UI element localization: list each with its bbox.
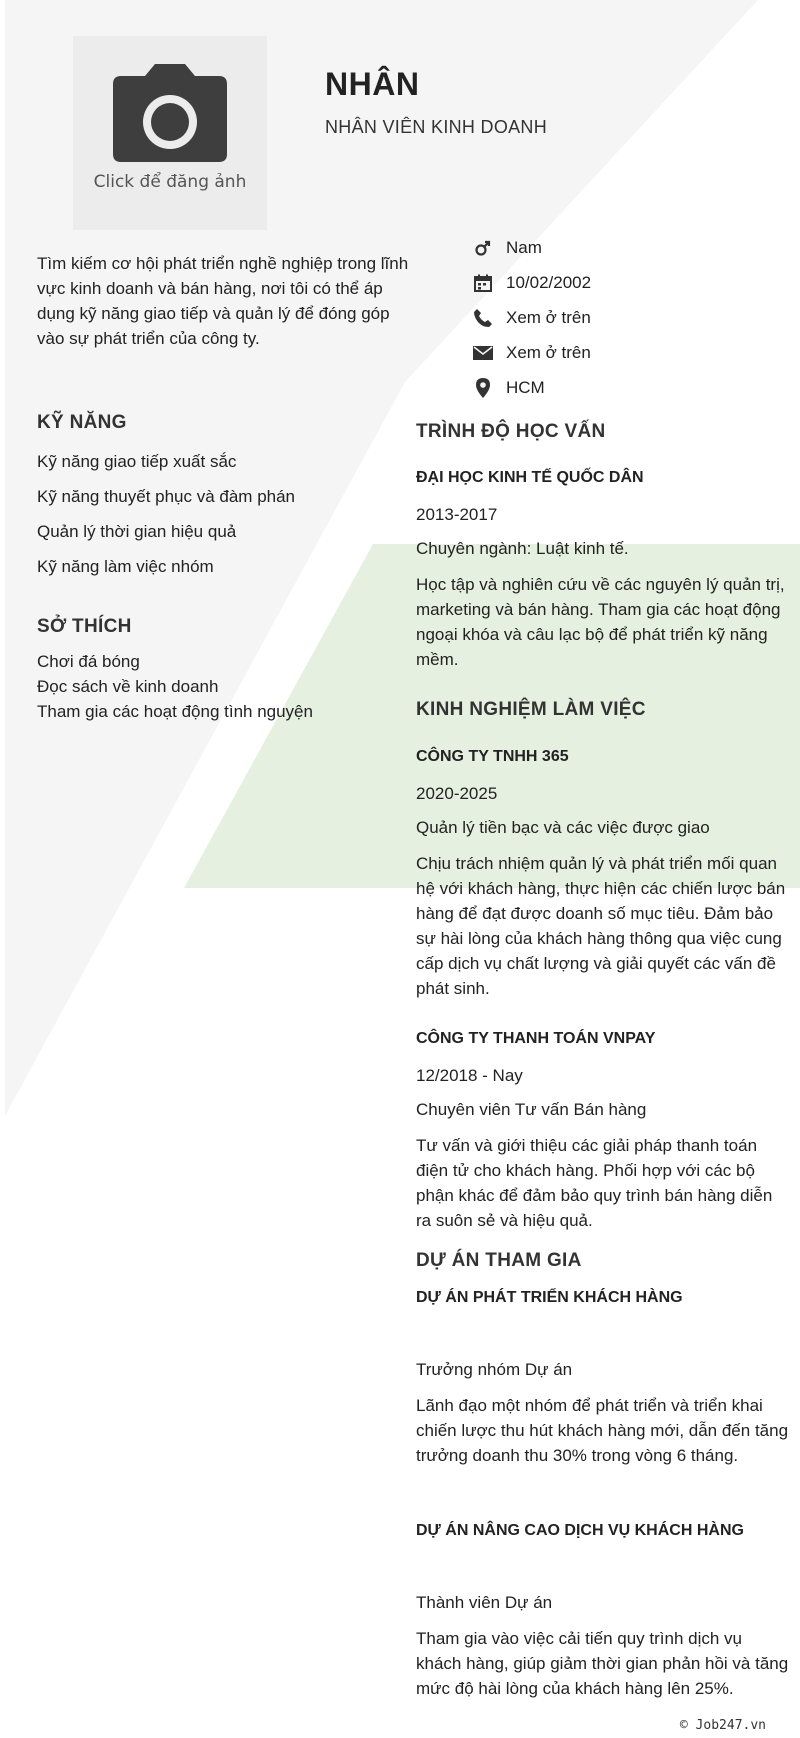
skills-list (37, 451, 295, 591)
job-description: Tư vấn và giới thiệu các giải pháp thanh toán điện tử cho khách hàng. Phối hợp với các bộ phận khác để đảm bảo quy trình bán hàng diễn ra suôn sẻ và hiệu quả. (416, 1136, 773, 1230)
job-description: Chịu trách nhiệm quản lý và phát triển mối quan hệ với khách hàng, thực hiện các chiến lược bán hàng để đạt được doanh số mục tiêu. Đảm bảo sự hài lòng của khách hàng thông qua việc cung cấp dịch vụ chất lượng và giải quyết các vấn đề phát sinh. (416, 854, 786, 998)
experience-heading: KINH NGHIỆM LÀM VIỆC (416, 699, 646, 720)
hobbies-list (37, 651, 313, 726)
education-heading: TRÌNH ĐỘ HỌC VẤN (416, 421, 606, 442)
email-value: Xem ở trên (506, 342, 591, 362)
job-title: NHÂN VIÊN KINH DOANH (325, 117, 548, 137)
envelope-icon (472, 342, 494, 364)
birthday-value: 10/02/2002 (506, 272, 592, 292)
education-description: Học tập và nghiên cứu về các nguyên lý quản trị, marketing và bán hàng. Tham gia các hoạt động ngoại khóa và câu lạc bộ để phát triển kỹ năng mềm. (416, 575, 785, 669)
job-role: Quản lý tiền bạc và các việc được giao (416, 818, 710, 837)
skill-item: Kỹ năng giao tiếp xuất sắc (37, 452, 237, 471)
job-role: Chuyên viên Tư vấn Bán hàng (416, 1100, 647, 1119)
project-name: DỰ ÁN NÂNG CAO DỊCH VỤ KHÁCH HÀNG (416, 1522, 744, 1539)
gender-icon (472, 237, 494, 259)
contact-phone (472, 300, 591, 335)
project-description: Lãnh đạo một nhóm để phát triển và triển khai chiến lược thu hút khách hàng mới, dẫn đến tăng trưởng doanh thu 30% trong vòng 6 tháng. (416, 1396, 789, 1465)
candidate-name: NHÂN (325, 66, 420, 102)
photo-caption: Click để đăng ảnh (93, 172, 247, 192)
phone-value: Xem ở trên (506, 307, 591, 327)
hobby-item: Đọc sách về kinh doanh (37, 677, 219, 696)
photo-upload[interactable] (73, 36, 267, 230)
calendar-icon (472, 272, 494, 294)
camera-icon (111, 62, 229, 172)
footer-watermark: © Job247.vn (679, 1718, 766, 1733)
project-role: Thành viên Dự án (416, 1593, 553, 1612)
school-name: ĐẠI HỌC KINH TẾ QUỐC DÂN (416, 469, 644, 486)
project-role: Trưởng nhóm Dự án (416, 1360, 573, 1379)
hobby-item: Tham gia các hoạt động tình nguyện (37, 702, 313, 721)
job-company: CÔNG TY THANH TOÁN VNPAY (416, 1030, 656, 1047)
projects-heading: DỰ ÁN THAM GIA (416, 1250, 582, 1271)
skill-item: Kỹ năng làm việc nhóm (37, 557, 214, 576)
hobbies-heading: SỞ THÍCH (37, 616, 132, 637)
contact-email (472, 335, 591, 370)
project-description: Tham gia vào việc cải tiến quy trình dịch vụ khách hàng, giúp giảm thời gian phản hồi và tăng mức độ hài lòng của khách hàng lên 25%. (416, 1629, 789, 1698)
gender-value: Nam (506, 237, 542, 257)
skills-heading: KỸ NĂNG (37, 412, 127, 433)
contact-list (472, 230, 591, 405)
education-period: 2013-2017 (416, 505, 498, 524)
job-period: 2020-2025 (416, 784, 498, 803)
job-period: 12/2018 - Nay (416, 1066, 523, 1085)
career-objective: Tìm kiếm cơ hội phát triển nghề nghiệp trong lĩnh vực kinh doanh và bán hàng, nơi tôi có thể áp dụng kỹ năng giao tiếp và quản lý để đóng góp vào sự phát triển của công ty. (37, 254, 409, 348)
map-pin-icon (472, 377, 494, 399)
education-major: Chuyên ngành: Luật kinh tế. (416, 539, 629, 558)
job-company: CÔNG TY TNHH 365 (416, 748, 569, 765)
project-name: DỰ ÁN PHÁT TRIỂN KHÁCH HÀNG (416, 1289, 683, 1306)
skill-item: Quản lý thời gian hiệu quả (37, 522, 237, 541)
contact-address (472, 370, 591, 405)
contact-gender (472, 230, 591, 265)
contact-birthday (472, 265, 591, 300)
skill-item: Kỹ năng thuyết phục và đàm phán (37, 487, 296, 506)
address-value: HCM (506, 377, 545, 397)
phone-icon (472, 307, 494, 329)
hobby-item: Chơi đá bóng (37, 652, 140, 671)
